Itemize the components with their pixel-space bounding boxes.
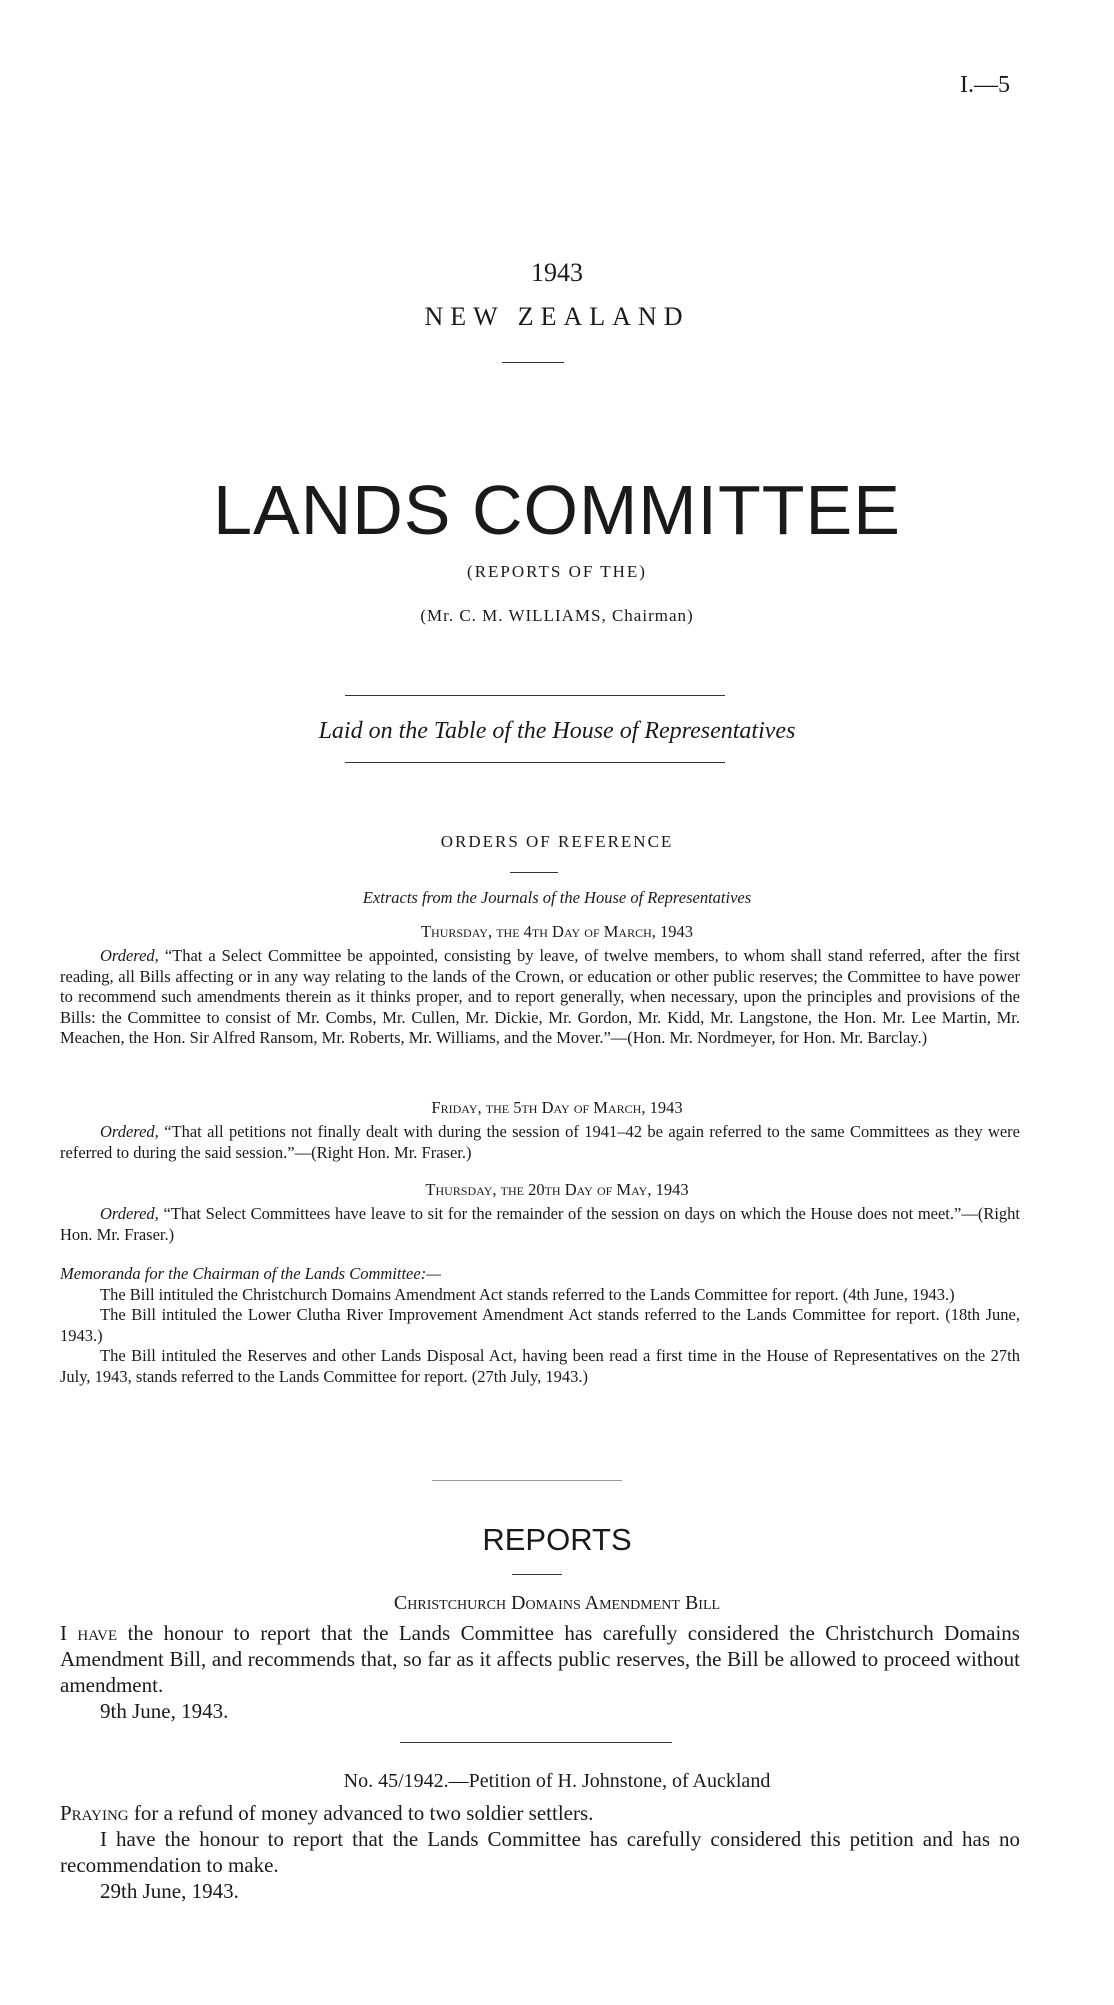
document-subtitle: (REPORTS OF THE)	[467, 562, 647, 581]
order-date-2: Friday, the 5th Day of March, 1943	[431, 1098, 683, 1117]
reports-heading: REPORTS	[482, 1522, 632, 1557]
report-1-text	[60, 1620, 1020, 1724]
memorandum-2: The Bill intituled the Lower Clutha River Improvement Amendment Act stands referred to the Lands Committee for report. (18th June, 1943.)	[60, 1305, 1020, 1345]
report-2-title: No. 45/1942.—Petition of H. Johnstone, of Auckland	[343, 1770, 771, 1792]
page-reference: I.—5	[960, 72, 1010, 98]
report-2-body: I have the honour to report that the Lands Committee has carefully considered this petition and has no recommendation to make.	[60, 1827, 1020, 1877]
orders-heading: ORDERS OF REFERENCE	[440, 832, 674, 851]
divider	[345, 762, 725, 763]
ordered-label: Ordered,	[100, 1204, 159, 1223]
document-title: LANDS COMMITTEE	[213, 471, 901, 549]
journal-extracts: Extracts from the Journals of the House of Representatives	[362, 888, 752, 907]
order-text: “That all petitions not finally dealt with during the session of 1941–42 be again referred to the same Committees as they were referred to during the said session.”—(Right Hon. Mr. Fraser.)	[60, 1122, 1021, 1162]
order-text: “That a Select Committee be appointed, consisting by leave, of twelve members, to whom shall stand referred, after the first reading, all Bills affecting or in any way relating to the lands of the Crown, or education or other public reserves; the Committee to have power to recommend such amendments therein as it thinks proper, and to report generally, when necessary, upon the principles and provisions of the Bills: the Committee to consist of Mr. Combs, Mr. Cullen, Mr. Dickie, Mr. Gordon, Mr. Kidd, Mr. Langstone, the Hon. Mr. Lee Martin, Mr. Meachen, the Hon. Sir Alfred Ransom, Mr. Roberts, Mr. Williams, and the Mover.”—(Hon. Mr. Nordmeyer, for Hon. Mr. Barclay.)	[60, 946, 1021, 1047]
memoranda	[60, 1264, 1020, 1387]
order-paragraph-1	[60, 946, 1020, 1049]
report-1-lead: I have	[60, 1621, 118, 1645]
year: 1943	[531, 258, 583, 287]
laid-on-table: Laid on the Table of the House of Representatives	[318, 718, 796, 744]
divider	[512, 1574, 562, 1575]
divider	[345, 695, 725, 696]
report-1-date: 9th June, 1943.	[100, 1699, 229, 1723]
divider	[510, 872, 558, 873]
order-paragraph-3	[60, 1204, 1020, 1245]
report-1-body: the honour to report that the Lands Committee has carefully considered the Christchurch Domains Amendment Bill, and recommends that, so far as it affects public reserves, the Bill be allowed to proceed without amendment.	[60, 1621, 1020, 1697]
ordered-label: Ordered,	[100, 1122, 159, 1141]
memoranda-heading: Memoranda for the Chairman of the Lands Committee:—	[60, 1264, 441, 1283]
memorandum-3: The Bill intituled the Reserves and other Lands Disposal Act, having been read a first time in the House of Representatives on the 27th July, 1943, stands referred to the Lands Committee for report. (27th July, 1943.)	[60, 1346, 1020, 1386]
order-text: “That Select Committees have leave to sit for the remainder of the session on days on which the House does not meet.”—(Right Hon. Mr. Fraser.)	[60, 1204, 1020, 1244]
divider	[502, 362, 564, 363]
report-2-lead: Praying	[60, 1801, 129, 1825]
chairman-line: (Mr. C. M. WILLIAMS, Chairman)	[420, 606, 694, 625]
order-paragraph-2	[60, 1122, 1020, 1163]
country: NEW ZEALAND	[424, 302, 690, 331]
report-2-line: for a refund of money advanced to two soldier settlers.	[133, 1801, 594, 1825]
report-1-title: Christchurch Domains Amendment Bill	[393, 1592, 721, 1614]
memorandum-1: The Bill intituled the Christchurch Domains Amendment Act stands referred to the Lands Committee for report. (4th June, 1943.)	[100, 1284, 955, 1304]
order-date-3: Thursday, the 20th Day of May, 1943	[425, 1180, 689, 1199]
report-2-text	[60, 1800, 1020, 1904]
divider	[432, 1480, 622, 1481]
divider	[400, 1742, 672, 1743]
ordered-label: Ordered,	[100, 946, 159, 965]
report-2-date: 29th June, 1943.	[100, 1879, 239, 1903]
order-date-1: Thursday, the 4th Day of March, 1943	[420, 922, 694, 941]
